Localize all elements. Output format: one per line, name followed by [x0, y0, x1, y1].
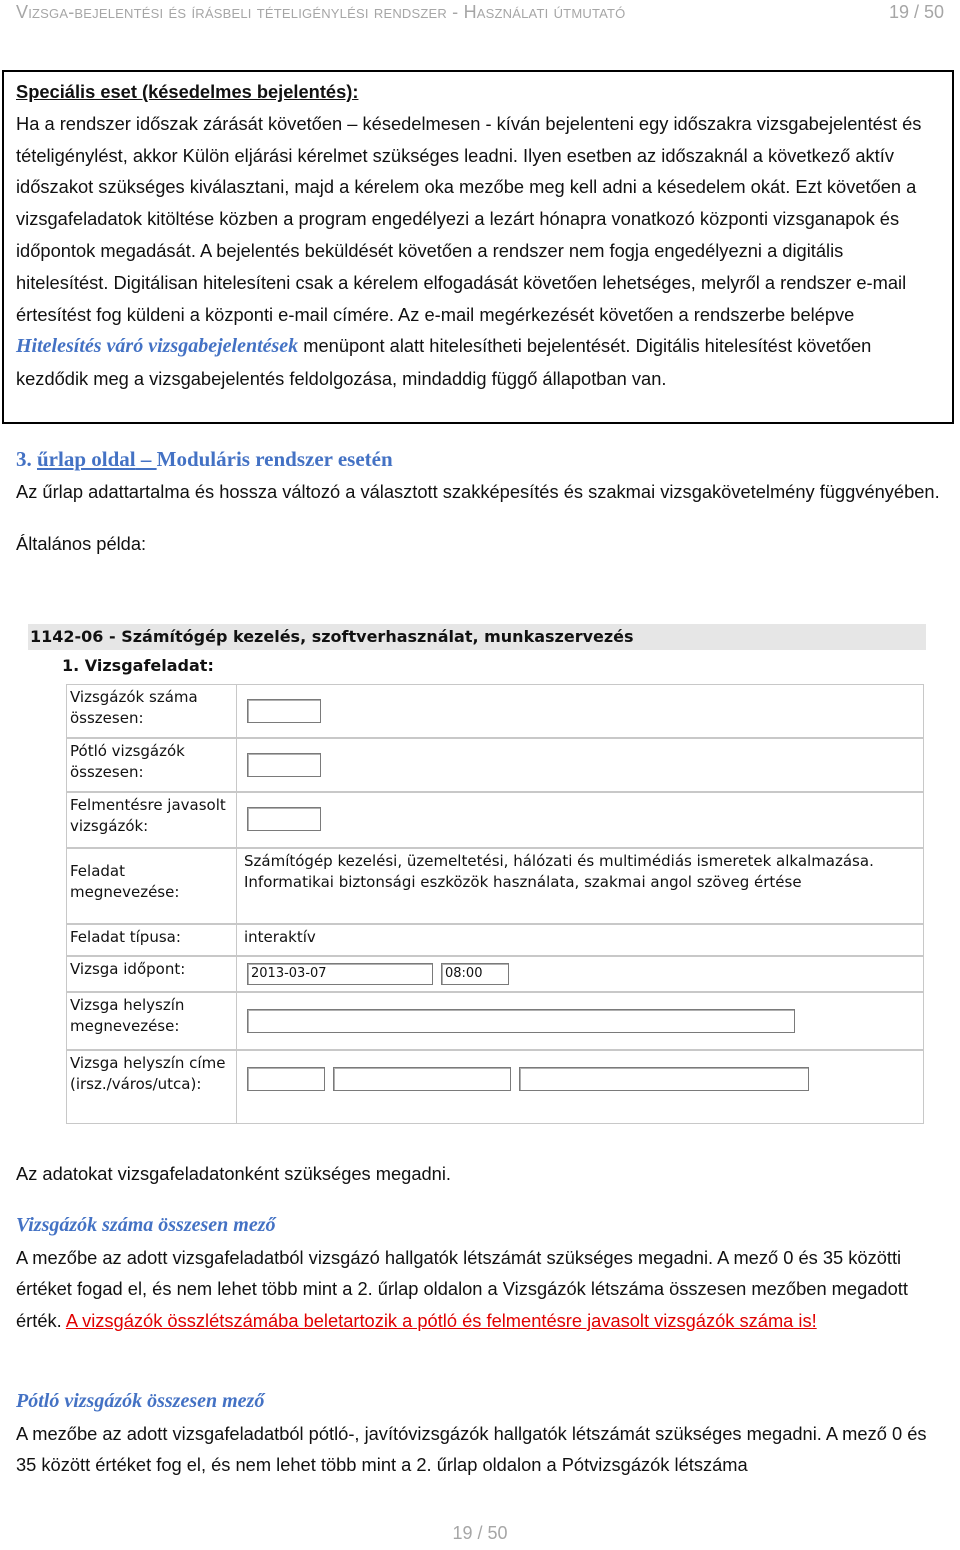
form-row-address: [66, 1050, 924, 1124]
special-case-text-2: Ezt követően a vizsgafeladatok kitöltése közben a program engedélyezi a lezárt hónapra vonatkozó központi vizsganapok és időpontok megadását. A bejelentés beküldését követően a rendszer nem fogja engedélyezni a digitális hitelesítést. Digitálisan hitelesíteni csak a kérelem elfogadását követően lehetséges, melyről a rendszer e-mail értesítést fog küldeni a központi e-mail címére. Az e-mail megérkezését követően a rendszerbe belépve: [16, 176, 917, 325]
exam-task-heading: 1. Vizsgafeladat:: [62, 656, 214, 675]
section-3-heading: 3. űrlap oldal – Moduláris rendszer esetén: [16, 447, 393, 471]
place-name-input[interactable]: [247, 1009, 795, 1033]
section-3-body: Az űrlap adattartalma és hossza változó a választott szakképesítés és szakmai vizsgakövetelmény függvényében.: [16, 480, 940, 502]
special-case-box: [2, 70, 954, 424]
zip-input[interactable]: [247, 1067, 325, 1091]
city-input[interactable]: [333, 1067, 511, 1091]
field-total-body: A mezőbe az adott vizsgafeladatból vizsgázó hallgatók létszámát szükséges megadni. A mező 0 és 35 közötti értéket fogad el, és nem lehet több mint a 2. űrlap oldalon a Vizsgázók létszáma összesen mezőben megadott érték. A vizsgázók összlétszámába beletartozik a pótló és felmentésre javasolt vizsgázók száma is!: [16, 1246, 908, 1331]
field-retake-heading: Pótló vizsgázók összesen mező: [16, 1390, 265, 1412]
after-form-text: Az adatokat vizsgafeladatonként szükséges megadni.: [16, 1163, 451, 1184]
module-title: 1142-06 - Számítógép kezelés, szoftverhasználat, munkaszervezés: [28, 624, 926, 650]
time-label: Vizsga időpont:: [67, 957, 237, 991]
form-row-place: [66, 992, 924, 1050]
document-title: Vizsga-bejelentési és írásbeli tételigénylési rendszer - Használati útmutató: [16, 2, 626, 22]
exam-date-input[interactable]: 2013-03-07: [247, 963, 433, 985]
example-label: Általános példa:: [16, 533, 147, 554]
field-total-section: [16, 1210, 944, 1336]
address-label: Vizsga helyszín címe (irsz./város/utca):: [67, 1051, 237, 1123]
field-total-heading: Vizsgázók száma összesen mező: [16, 1214, 276, 1236]
form-row-type: [66, 924, 924, 956]
retake-input[interactable]: [247, 753, 321, 777]
special-case-text-1: Ha a rendszer időszak zárását követően – késedelmesen - kíván bejelenteni egy időszakra vizsgabejelentést és tételigénylést, akkor Külön eljárási kérelmet szükséges leadni. Ilyen esetben az időszaknál a következő aktív időszakot szükséges kiválasztani, majd a kérelem oka mezőbe meg kell adni a késedelem okát.: [16, 112, 922, 198]
street-input[interactable]: [519, 1067, 809, 1091]
pending-auth-menu-link[interactable]: Hitelesítés váró vizsgabejelentések: [16, 335, 299, 358]
special-case-heading: Speciális eset (késedelmes bejelentés):: [16, 81, 359, 102]
form-row-exempt: [66, 792, 924, 848]
header-page-number: 19 / 50: [888, 2, 944, 22]
task-name-value: Számítógép kezelési, üzemeltetési, hálózati és multimédiás ismeretek alkalmazása. Informatikai biztonsági eszközök használata, szakmai angol szöveg értése: [244, 852, 874, 891]
field-retake-section: [16, 1386, 944, 1481]
task-label: Feladat megnevezése:: [67, 849, 237, 923]
form-row-task: [66, 848, 924, 924]
footer-page-number: 19 / 50: [452, 1523, 508, 1543]
section-3: [16, 444, 944, 560]
place-label: Vizsga helyszín megnevezése:: [67, 993, 237, 1049]
total-input[interactable]: [247, 699, 321, 723]
field-retake-body: A mezőbe az adott vizsgafeladatból pótló-, javítóvizsgázók hallgatók létszámát szükséges megadni. A mező 0 és 35 között értéket fog el, és nem lehet több mint a 2. űrlap oldalon a Pótvizsgázók létszáma: [16, 1422, 927, 1475]
special-case-text-3: menüpont alatt hitelesítheti bejelentését. Digitális hitelesítést követően kezdődik meg a vizsgabejelentés feldolgozása, mindaddig függő állapotban van.: [16, 335, 872, 390]
form-screenshot: [26, 622, 926, 1127]
form-row-retake: [66, 738, 924, 792]
page-header: [0, 0, 960, 28]
exempt-input[interactable]: [247, 807, 321, 831]
form-row-total: [66, 684, 924, 738]
type-label: Feladat típusa:: [67, 925, 237, 955]
retake-label: Pótló vizsgázók összesen:: [67, 739, 237, 791]
form-row-time: [66, 956, 924, 992]
exempt-label: Felmentésre javasolt vizsgázók:: [67, 793, 237, 847]
special-case-paragraph: [16, 108, 940, 395]
total-label: Vizsgázók száma összesen:: [67, 685, 237, 737]
exam-time-input[interactable]: 08:00: [441, 963, 509, 985]
task-type-value: interaktív: [244, 928, 316, 946]
field-total-warning: A vizsgázók összlétszámába beletartozik a pótló és felmentésre javasolt vizsgázók száma is!: [65, 1309, 817, 1331]
